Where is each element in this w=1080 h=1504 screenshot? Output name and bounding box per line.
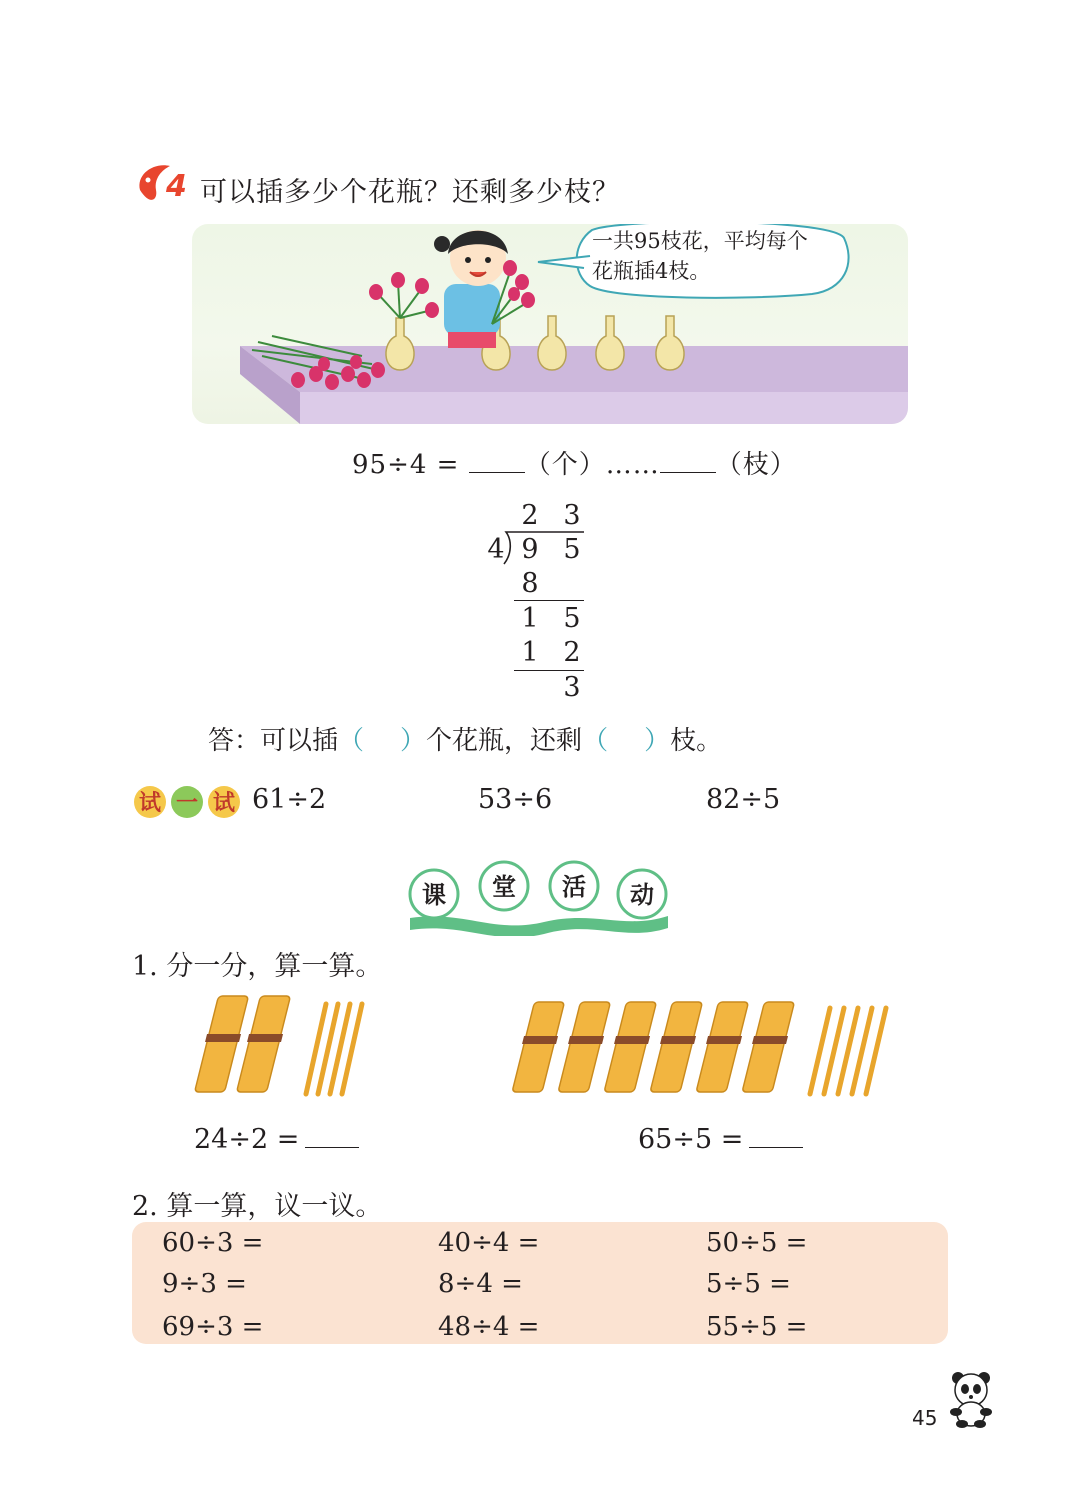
problem-1-title: 1. 分一分，算一算。 [132,951,383,982]
try-item: 82÷5 [706,784,781,815]
answer-prefix: 答：可以插 [208,726,339,756]
answer-blank[interactable] [749,1125,803,1148]
bubble-line: 一共95枝花，平均每个 [592,229,808,253]
speech-bubble-text [592,226,842,286]
badge-char: 试 [138,790,162,816]
step-digit: 1 [521,637,539,668]
calc-item: 69÷3 = [162,1312,264,1342]
close-paren: ） [400,726,427,756]
try-item: 53÷6 [478,784,553,815]
quotient-digit: 2 [521,500,539,531]
bubble-line: 花瓶插4枝。 [592,259,711,283]
try-it-badge [132,784,242,820]
calc-item: 9÷3 = [162,1269,247,1299]
activity-char: 活 [562,872,586,901]
calc-item: 60÷3 = [162,1228,264,1258]
remainder-digit: 3 [563,672,581,703]
calc-item: 48÷4 = [438,1312,540,1342]
page-number: 45 [912,1406,938,1430]
divisor: 4 [487,534,505,565]
stick-bundles-24 [190,990,370,1100]
equation-65-div-5 [638,1124,803,1155]
calc-item: 55÷5 = [706,1312,808,1342]
step-digit: 5 [563,603,581,634]
step-digit: 1 [521,603,539,634]
answer-sentence [208,720,722,757]
step-digit: 2 [563,637,581,668]
equation-left: 95÷4 = [352,450,460,480]
class-activity-banner [404,856,674,936]
example-number-badge [132,160,198,206]
equation-text: 65÷5 = [638,1124,744,1155]
equation-text: 24÷2 = [194,1124,300,1155]
calc-item: 8÷4 = [438,1269,523,1299]
calc-item: 50÷5 = [706,1228,808,1258]
answer-blank[interactable] [305,1125,359,1148]
unit-vase: （个）…… [524,450,660,480]
dividend-digit: 5 [563,534,581,565]
quotient-blank[interactable] [469,450,525,473]
open-paren: （ [338,726,365,756]
try-item: 61÷2 [252,784,327,815]
calc-item: 5÷5 = [706,1269,791,1299]
activity-char: 课 [422,880,446,909]
open-paren: （ [582,726,609,756]
division-equation [352,444,797,481]
badge-char: 一 [175,790,199,816]
activity-char: 动 [630,880,654,909]
calc-item: 40÷4 = [438,1228,540,1258]
stick-bundles-65 [510,996,910,1100]
problem-2-title: 2. 算一算，议一议。 [132,1191,383,1222]
dividend-digit: 9 [521,534,539,565]
equation-24-div-2 [194,1124,359,1155]
example-number: 4 [166,169,187,204]
division-rule [514,600,584,601]
remainder-blank[interactable] [660,450,716,473]
unit-stem: （枝） [715,450,797,480]
panda-icon [946,1370,996,1428]
answer-suffix: 枝。 [670,726,723,756]
answer-middle: 个花瓶，还剩 [426,726,583,756]
step-digit: 8 [521,568,539,599]
quotient-digit: 3 [563,500,581,531]
division-rule [514,670,584,671]
question-title: 可以插多少个花瓶？还剩多少枝？ [200,177,620,208]
close-paren: ） [644,726,671,756]
activity-char: 堂 [492,872,516,901]
badge-char: 试 [212,790,236,816]
